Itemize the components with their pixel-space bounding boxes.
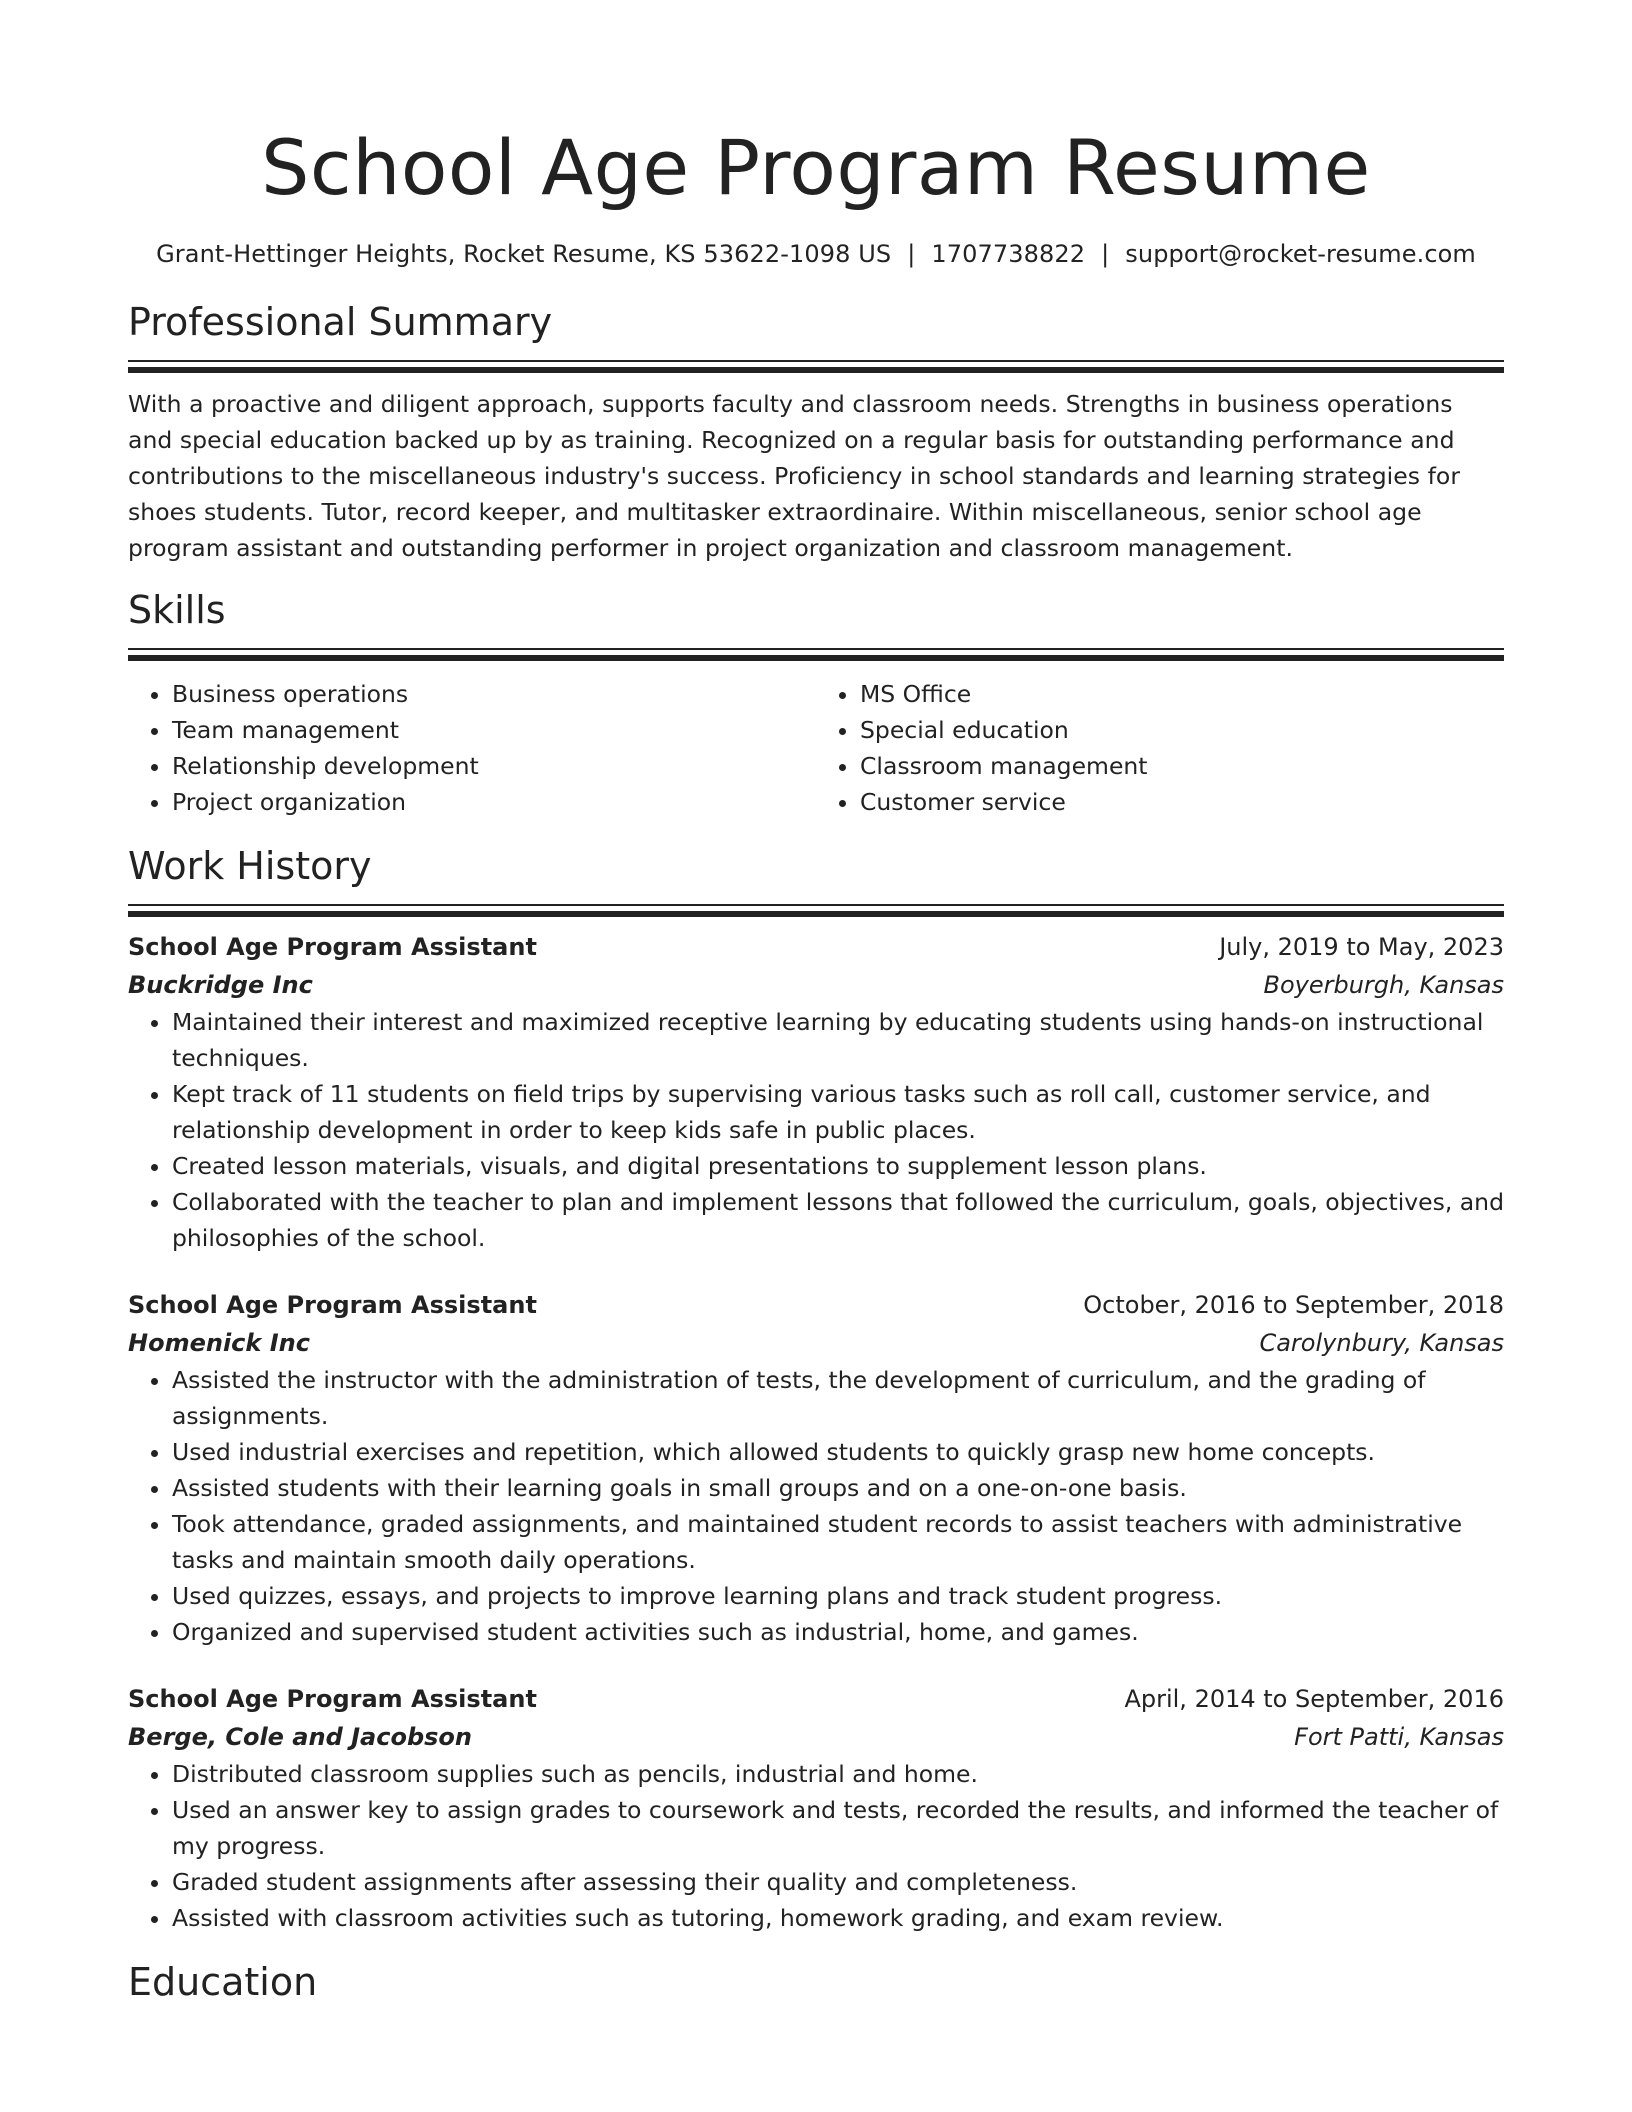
job-dates: October, 2016 to September, 2018 (1083, 1291, 1504, 1319)
job-duty: • Maintained their interest and maximized receptive learning by educating students using hands-on instructional techniques. (172, 1004, 1504, 1076)
skill-item: • MS Office (860, 676, 1504, 712)
job-header-row (128, 928, 1504, 966)
work-history-heading: Work History (128, 844, 372, 888)
skill-item: • Project organization (172, 784, 816, 820)
job-duty: • Used industrial exercises and repetition, which allowed students to quickly grasp new home concepts. (172, 1434, 1504, 1470)
skills-section (128, 586, 1504, 820)
job-company: Buckridge Inc (128, 971, 313, 999)
contact-address: Grant-Hettinger Heights, Rocket Resume, KS 53622-1098 US (156, 240, 892, 268)
skill-item: • Business operations (172, 676, 816, 712)
education-section (128, 1958, 1504, 2006)
job-duty: • Assisted the instructor with the administration of tests, the development of curriculum, and the grading of assignments. (172, 1362, 1504, 1434)
job-dates: July, 2019 to May, 2023 (1219, 933, 1504, 961)
job-company-row (128, 1718, 1504, 1756)
job-duty: • Distributed classroom supplies such as pencils, industrial and home. (172, 1756, 1504, 1792)
summary-heading: Professional Summary (128, 300, 553, 344)
section-divider (128, 648, 1504, 660)
job-duty: • Organized and supervised student activities such as industrial, home, and games. (172, 1614, 1504, 1650)
job-duty: • Took attendance, graded assignments, and maintained student records to assist teachers with administrative tasks and maintain smooth daily operations. (172, 1506, 1504, 1578)
job-dates: April, 2014 to September, 2016 (1124, 1685, 1504, 1713)
job-duty: • Used quizzes, essays, and projects to improve learning plans and track student progress. (172, 1578, 1504, 1614)
contact-line (128, 236, 1504, 272)
section-divider (128, 904, 1504, 916)
contact-separator: | (1101, 240, 1110, 268)
job-entry (128, 1286, 1504, 1650)
job-title: School Age Program Assistant (128, 933, 537, 961)
skills-left-column (128, 676, 816, 820)
skill-item: • Special education (860, 712, 1504, 748)
contact-separator: | (907, 240, 916, 268)
job-location: Fort Patti, Kansas (1294, 1723, 1504, 1751)
job-company: Homenick Inc (128, 1329, 310, 1357)
contact-email: support@rocket-resume.com (1125, 240, 1476, 268)
section-divider (128, 360, 1504, 372)
resume-page (128, 0, 1504, 2006)
work-history-section (128, 842, 1504, 1936)
resume-title: School Age Program Resume (261, 123, 1371, 212)
skills-columns (128, 676, 1504, 820)
skills-right-column (816, 676, 1504, 820)
summary-text: With a proactive and diligent approach, supports faculty and classroom needs. Strengths in business operations and special education backed up by as training. Recognized on a regular basis for outstanding performance and contributions to the miscellaneous industry's success. Proficiency in school standards and learning strategies for shoes students. Tutor, record keeper, and multitasker extraordinaire. Within miscellaneous, senior school age program assistant and outstanding performer in project organization and classroom management. (128, 390, 1461, 562)
job-duty: • Kept track of 11 students on field trips by supervising various tasks such as roll call, customer service, and relationship development in order to keep kids safe in public places. (172, 1076, 1504, 1148)
job-entry (128, 928, 1504, 1256)
skill-item: • Team management (172, 712, 816, 748)
job-duty: • Assisted with classroom activities such as tutoring, homework grading, and exam review. (172, 1900, 1504, 1936)
job-header-row (128, 1286, 1504, 1324)
job-entry (128, 1680, 1504, 1936)
job-duties (128, 1756, 1504, 1936)
job-company: Berge, Cole and Jacobson (128, 1723, 472, 1751)
job-duty: • Graded student assignments after assessing their quality and completeness. (172, 1864, 1504, 1900)
job-duty: • Used an answer key to assign grades to coursework and tests, recorded the results, and informed the teacher of my progress. (172, 1792, 1504, 1864)
job-location: Carolynbury, Kansas (1259, 1329, 1504, 1357)
skills-heading: Skills (128, 588, 226, 632)
summary-section (128, 298, 1504, 566)
job-title: School Age Program Assistant (128, 1685, 537, 1713)
job-duty: • Collaborated with the teacher to plan and implement lessons that followed the curriculum, goals, objectives, and philosophies of the school. (172, 1184, 1504, 1256)
job-duties (128, 1362, 1504, 1650)
job-company-row (128, 966, 1504, 1004)
skill-item: • Customer service (860, 784, 1504, 820)
job-location: Boyerburgh, Kansas (1263, 971, 1504, 999)
skill-item: • Relationship development (172, 748, 816, 784)
job-duty: • Assisted students with their learning goals in small groups and on a one-on-one basis. (172, 1470, 1504, 1506)
job-header-row (128, 1680, 1504, 1718)
contact-phone: 1707738822 (931, 240, 1086, 268)
job-title: School Age Program Assistant (128, 1291, 537, 1319)
education-heading: Education (128, 1960, 318, 2004)
skill-item: • Classroom management (860, 748, 1504, 784)
job-company-row (128, 1324, 1504, 1362)
job-duty: • Created lesson materials, visuals, and digital presentations to supplement lesson plans. (172, 1148, 1504, 1184)
job-duties (128, 1004, 1504, 1256)
